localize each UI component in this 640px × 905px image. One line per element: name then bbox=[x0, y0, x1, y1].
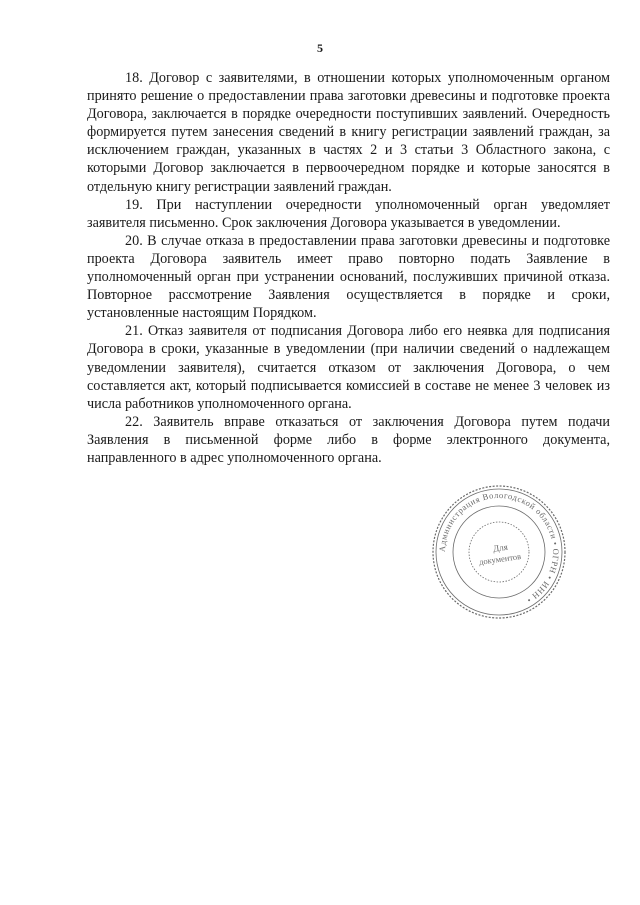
paragraph-22: 22. Заявитель вправе отказаться от заключения Договора путем подачи Заявления в письменной форме либо в форме электронного документа, направленного в адрес уполномоченного органа. bbox=[87, 413, 610, 466]
paragraph-18: 18. Договор с заявителями, в отношении которых уполномоченным органом принято решение о предоставлении права заготовки древесины и подготовке проекта Договора, заключается в порядке очередности поступивших заявлений. Очередность формируется путем занесения сведений в книгу регистрации заявлений граждан, за исключением граждан, указанных в частях 2 и 3 статьи 3 Областного закона, с которыми Договор заключается в первоочередном порядке и которые заносятся в отдельную книгу регистрации заявлений граждан. bbox=[87, 70, 610, 195]
stamp-center-line2: документов bbox=[478, 551, 522, 567]
stamp-center-line1: Для bbox=[492, 541, 509, 554]
stamp-ring-textpath: Администрация Вологодской области • ОГРН • ИНН • bbox=[436, 489, 562, 606]
paragraph-19: 19. При наступлении очередности уполномоченный орган уведомляет заявителя письменно. Срок заключения Договора указывается в уведомлении. bbox=[87, 196, 610, 231]
official-stamp bbox=[430, 483, 568, 621]
paragraph-21: 21. Отказ заявителя от подписания Договора либо его неявка для подписания Договора в сроки, указанные в уведомлении (при наличии сведений о надлежащем уведомлении заявителя), считается отказом от заключения Договора, о чем составляется акт, который подписывается комиссией в составе не менее 3 человек из числа работников уполномоченного органа. bbox=[87, 323, 610, 412]
document-body bbox=[87, 69, 610, 467]
page-number: 5 bbox=[317, 41, 323, 55]
paragraph-20: 20. В случае отказа в предоставлении права заготовки древесины и подготовке проекта Договора заявитель имеет право повторно подать Заявление в уполномоченный орган при устранении оснований, послуживших причиной отказа. Повторное рассмотрение Заявления осуществляется в порядке и сроки, установленные настоящим Порядком. bbox=[87, 232, 610, 322]
